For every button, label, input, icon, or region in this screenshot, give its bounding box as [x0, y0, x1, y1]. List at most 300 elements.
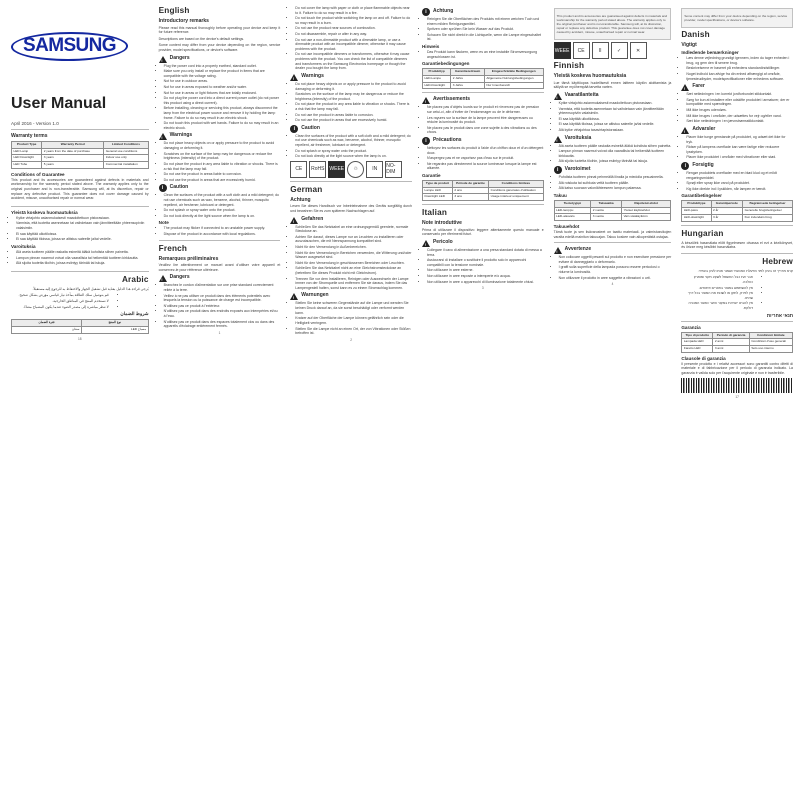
- list-item: • Lampun pinnan naarmut voivat olla vaarallisia tai heikentää tuotteen kirkkautta.: [559, 149, 672, 158]
- guarantee-heading: Conditions of Guarantee: [11, 171, 65, 177]
- cell: Lampe LED: [422, 187, 452, 194]
- table-row: [12, 326, 149, 333]
- warnings-label: Warnings: [301, 72, 324, 79]
- list-item: • Älä sijoita tuotetta tiloihin, joissa esiintyy tärinää tai iskuja.: [559, 159, 672, 164]
- italian-clausole-text: Il presente prodotto e i relativi accessori sono garantiti contro difetti di materiale e di fabbricazione per il periodo di garanzia indicato. La garanzia è valida solo per l'acquirente originale e non è trasferibile.: [681, 361, 793, 375]
- cell: 2 years from the date of purchase: [42, 148, 104, 155]
- hebrew-heading: Hebrew: [762, 256, 793, 266]
- list-item: • Branchez le cordon d'alimentation sur une prise standard correctement reliée à la terre.: [164, 283, 281, 292]
- list-item: • The product may flicker if connected to an unstable power supply.: [164, 226, 281, 231]
- list-item: • N'utilisez pas ce produit dans des espaces totalement clos ou dans des appareils d'éclairage entièrement fermés.: [164, 320, 281, 329]
- warranty-terms-heading: Warranty terms: [11, 133, 48, 139]
- date-version: April 2016 - Version 1.0: [11, 121, 59, 126]
- rohs-mark-icon: RoHS: [309, 161, 326, 178]
- danish-heading: Danish: [681, 30, 710, 40]
- list-item: • Må ikke bruges i områder, der udsættes for vejr og/eller vand.: [686, 114, 793, 119]
- th: فترة الضمان: [12, 320, 82, 327]
- list-item: • Clean the surfaces of the product with a soft cloth and a mild detergent; do not use chemicals such as wax, benzene, alcohol, thinner, mosquito repellent, air freshener, lubricant or detergent.: [295, 134, 412, 148]
- german-heading: German: [290, 184, 323, 194]
- th: Garantiezeitraum: [451, 69, 485, 76]
- german-warnings-label: Warnungen: [301, 292, 329, 299]
- finnish-caution-list: [554, 175, 672, 191]
- divider: [290, 181, 412, 182]
- italian-danger-label: Pericolo: [432, 238, 453, 245]
- french-warranty-table: [422, 180, 544, 201]
- warning-triangle-icon: [681, 84, 689, 91]
- list-item: • Schließen Sie das Netzkabel nicht an eine Gleichstromsteckdose an (betreiben Sie dieses Produkt nicht mit Gleichstrom).: [295, 266, 412, 275]
- caution-header-2: [290, 125, 412, 133]
- barcode: [681, 378, 793, 393]
- list-item: • Beskrivelserne er baseret på enhedens standardindstillinger.: [686, 66, 793, 71]
- list-item: • Do not place heavy objects on or apply pressure to the product to avoid damaging or deforming it.: [164, 141, 281, 150]
- warnings-header: [159, 132, 281, 140]
- ce-mark-icon: CE: [573, 42, 590, 59]
- hebrew-list: [681, 275, 793, 310]
- ce-mark-icon: CE: [290, 161, 307, 178]
- notice-band: [554, 8, 672, 40]
- column-5: [549, 6, 677, 798]
- list-item: • Not for use in outdoor areas.: [164, 79, 281, 84]
- pictogram-strip: [290, 161, 412, 178]
- th: Produkttyp: [422, 69, 450, 76]
- english-warnings-list-2: [290, 82, 412, 123]
- cell: 2 Jahre: [451, 75, 485, 82]
- danger-header: [159, 55, 281, 63]
- list-item: • Nicht für den Verwendung in geschlossenen Bereichen oder Leuchten.: [295, 261, 412, 266]
- french-intro-heading: Remarques préliminaires: [158, 255, 219, 262]
- cell: Lampada LED: [682, 339, 713, 346]
- finnish-warnings-heading: Varoituksia: [11, 243, 36, 249]
- hebrew-warranty-heading: תנאי אחריות: [766, 312, 793, 318]
- danish-caution-label: Forsigtig: [692, 161, 714, 168]
- cell: Kun indendørs brug: [743, 214, 793, 221]
- finnish-warnings-list: [11, 250, 149, 266]
- class-two-icon: II: [592, 42, 609, 59]
- info-icon: i: [159, 184, 167, 192]
- arabic-block: [11, 275, 149, 341]
- list-item: • Stellen Sie die Lampe nicht an einen Ort, der von Vibrationen oder Stößen betroffen ist.: [295, 327, 412, 336]
- list-item: • Kytke virtajohto asianmukaisesti maadoitettuun pistorasiaan.: [559, 101, 672, 106]
- warning-triangle-icon: [554, 136, 562, 143]
- table-row: [12, 162, 149, 169]
- cell: 3 Jahre: [451, 82, 485, 89]
- cell: Conditions générales d'utilisation: [489, 187, 544, 194]
- warranty-table: [11, 141, 149, 169]
- list-item: • Scratches on the surface of the lamp may be dangerous or reduce the brightness (intensity) of the product.: [295, 92, 412, 101]
- finnish-heading: Finnish: [553, 61, 585, 71]
- page-number: 1: [218, 330, 221, 335]
- list-item: • Læs denne vejledning grundigt igennem, inden du tager enheden i brug, og gem den til senere brug.: [686, 56, 793, 65]
- list-item: • Non utilizzare in aree o apparecchi di illuminazione totalmente chiusi.: [427, 280, 544, 285]
- list-item: • Non collocare oggetti pesanti sul prodotto e non esercitare pressione per evitare di danneggiarlo o deformarlo.: [559, 255, 672, 264]
- list-item: • Scratches on the surface of the lamp may be dangerous or reduce the brightness (intensity) of the product.: [164, 152, 281, 161]
- list-item: • N'aspergez pas et ne vaporisez pas d'eau sur le produit.: [427, 156, 544, 161]
- list-item: • Non utilizzare in aree esterne.: [427, 268, 544, 273]
- cell: General use conditions: [104, 148, 148, 155]
- th: Période de garantie: [452, 181, 488, 188]
- divider: [681, 253, 793, 254]
- cell: 2 ans: [452, 187, 488, 194]
- french-caution-list: [422, 146, 544, 171]
- italian-danger-header: [422, 239, 544, 247]
- arabic-heading: Arabic: [121, 274, 149, 284]
- finnish-warnings-list-2: [554, 144, 672, 164]
- th: نوع المنتج: [82, 320, 149, 327]
- list-item: • Sæt netledningen i en korrekt jordforbundet stikkontakt.: [686, 92, 793, 97]
- french-warnings-header: [422, 96, 544, 104]
- cell: 3 years: [42, 155, 104, 162]
- list-item: • Nettoyez les surfaces du produit à l'aide d'un chiffon doux et d'un détergent doux.: [427, 146, 544, 155]
- german-danger-label: Gefahren: [301, 215, 324, 222]
- list-item: • אין לפרק, לתקן או לשנות את המוצר בכל דרך שהיא.: [686, 291, 753, 300]
- list-item: • Schließen Sie das Netzkabel an eine ordnungsgemäß geerdete, normale Steckdose an.: [295, 225, 412, 234]
- table-row: [12, 148, 149, 155]
- warning-triangle-icon: [159, 56, 167, 63]
- german-intro-text: Lesen Sie dieses Handbuch vor Inbetriebnahme des Geräts sorgfältig durch und bewahren Sie es zum späteren Nachschlagen auf.: [290, 204, 412, 213]
- column-3: [285, 6, 417, 798]
- finnish-extra-text: Tämä tuote ja sen lisävarusteet on taattu materiaali- ja valmistusvikojen varalta edellä mainitun takuuajan. Takuu koskee vain alkuperäistä ostajaa.: [553, 230, 672, 239]
- english-danger-continued: [290, 6, 412, 71]
- english-danger-list: [159, 64, 281, 131]
- column-1: [6, 6, 154, 798]
- cell: 3 vuotta: [591, 214, 622, 221]
- french-danger-header: [159, 274, 281, 282]
- list-item: • Do not place heavy objects on or apply pressure to the product to avoid damaging or deforming it.: [295, 82, 412, 91]
- cell: LED-lamppu: [554, 207, 591, 214]
- table-row: [422, 194, 543, 201]
- finnish-intro-heading: Yleistä koskeva huomautuksia: [553, 73, 627, 80]
- divider: [681, 225, 793, 226]
- cell: Faretto LED: [682, 346, 713, 353]
- finnish-warranty-table: [554, 200, 672, 221]
- th: Type de produit: [422, 181, 452, 188]
- italian-danger-list: [422, 248, 544, 284]
- italian-heading: Italian: [421, 208, 448, 218]
- page-title: User Manual: [11, 95, 107, 112]
- danish-intro-sub: Indledende bemærkninger: [681, 50, 739, 56]
- english-intro-heading: Introductory remarks: [158, 18, 209, 24]
- th: Rajoitetut ehdot: [622, 200, 671, 207]
- list-item: • Ei saa käyttää tiloissa, joissa se altistuu sateelle ja/tai vedelle.: [16, 237, 149, 242]
- table-row: [682, 214, 793, 221]
- table-row: [554, 214, 671, 221]
- table-row: [422, 82, 543, 89]
- list-item: • Stellen Sie keine schweren Gegenstände auf die Lampe und wenden Sie keinen Druck darauf an, da sie sonst beschädigt oder verformt werden kann.: [295, 301, 412, 315]
- table-row: [422, 187, 543, 194]
- warning-triangle-icon: [290, 293, 298, 300]
- th: Tipo di prodotto: [682, 332, 713, 339]
- table-row: [12, 155, 149, 162]
- list-item: • Do not use incompatible dimmers or transformers, otherwise it may cause problems with the product. You can check the list of compatible dimmers and transformers on the Samsung Electronics homepage or though the dealer you bought the lamp from.: [295, 52, 412, 70]
- german-danger-list: [290, 225, 412, 291]
- list-item: • Collegare il cavo di alimentazione a una presa standard dotata di messa a terra.: [427, 248, 544, 257]
- regulatory-text: Some content may differ from your device depending on the region, service provider, model specifications, or device's software.: [684, 14, 788, 23]
- divider: [11, 129, 149, 130]
- table-row: [682, 208, 793, 215]
- cell: LED Downlight: [12, 155, 42, 162]
- german-warnings-header: [290, 292, 412, 300]
- divider: [11, 206, 149, 207]
- cover-block: [11, 6, 149, 126]
- finnish-danger-header: [554, 92, 672, 100]
- th-warranty-period: Warranty Period: [42, 142, 104, 149]
- list-item: • Ne placez pas d'objets lourds sur le produit et n'exercez pas de pression sur celui-ci, afin d'éviter de l'endommager ou de le déformer.: [427, 105, 544, 114]
- list-item: • Älä katso suoraan valonlähteeseen lampun palaessa.: [559, 186, 672, 191]
- list-item: • Do not use a non-dimmable product with a dimmable lamp, or use a dimmable product with an incompatible dimmer, otherwise it may cause problems with the product.: [295, 38, 412, 52]
- list-item: • Älä aseta tuotteen päälle raskaita esineitä äläkä kohdista siihen painetta.: [559, 144, 672, 149]
- info-icon: i: [554, 166, 562, 174]
- list-item: • Before installing, cleaning or servicing this product, always disconnect the lamp from the electrical power source and remove it by holding the lamp frame. Failure to do so may result in an electric shock.: [164, 106, 281, 120]
- cell: LED-downlight: [682, 214, 711, 221]
- th-product-type: Product Type: [12, 142, 42, 149]
- warning-triangle-icon: [422, 97, 430, 104]
- danish-caution-header: [681, 162, 793, 170]
- arabic-warranty-table: [11, 319, 149, 333]
- arabic-list: [11, 293, 149, 309]
- list-item: • Kratzer auf der Oberfläche der Lampe können gefährlich sein oder die Helligkeit verringern.: [295, 316, 412, 325]
- guarantee-text: This product and its accessories are guaranteed against defects in materials and workmanship for the warranty period stated above. The warranty applies only to the original purchaser and is non-transferable. Samsung will, at its discretion, repair or replace any defective product. This guarantee does not cover damage caused by accident, misuse, unauthorised repair or normal wear.: [11, 177, 149, 201]
- danish-intro-list: [681, 56, 793, 81]
- french-danger-label: Dangers: [169, 274, 190, 281]
- cell: 5 years: [42, 162, 104, 169]
- cell: LED Tube: [12, 162, 42, 169]
- list-item: • Varmista, että tuotetta asennetaan tai vaihdetaan vain jännitteeltään yhteensopiviin valaisimiin.: [559, 107, 672, 116]
- danish-danger-list: [681, 92, 793, 124]
- english-intro-0: Please read this manual thoroughly before operating your device and keep it for future reference.: [158, 25, 281, 35]
- finnish-caution-header: [554, 166, 672, 174]
- warnings-header-2: [290, 73, 412, 81]
- divider: [554, 242, 672, 243]
- list-item: • Do not use the product in areas that are excessively humid.: [295, 118, 412, 123]
- finnish-caution-label: Varotoimet: [564, 166, 591, 173]
- cell: 2 anni: [713, 339, 750, 346]
- notice-text: This product and its accessories are guaranteed against defects in materials and workmanship for the warranty period stated above. The warranty applies only to the original purchaser and is non-transferable. Samsung will, at its discretion, repair or replace any defective product. This guarantee does not cover damage caused by accident, misuse, unauthorised repair or normal wear.: [556, 14, 668, 35]
- hungarian-heading: Hungarian: [681, 228, 724, 238]
- italian-intro-heading: Note introduttive: [421, 220, 462, 227]
- danish-warnings-label: Advarsler: [692, 125, 716, 132]
- german-caution-label: Achtung: [432, 8, 454, 14]
- list-item: • Älä kytke virtajohtoa tasavirtapistorasiaan.: [559, 128, 672, 133]
- italian-clausole-heading: Clausole di garanzia: [681, 355, 726, 361]
- cell: LED Lamp: [12, 148, 42, 155]
- indoor-use-icon: IN: [366, 161, 383, 178]
- finnish-warnings-header: [554, 135, 672, 143]
- list-item: • Rengør produktets overflader med en blød klud og et mildt rengøringsmiddel.: [686, 171, 793, 180]
- german-note-heading: Hinweis: [421, 44, 440, 50]
- finnish-danger-label: Vaaratilanteita: [564, 91, 599, 98]
- cell: 2 vuotta: [591, 207, 622, 214]
- table-row: [682, 346, 793, 353]
- hebrew-block: [681, 257, 793, 318]
- no-dimmer-icon: NO-DIM: [385, 161, 402, 178]
- list-item: • Spritzen oder sprühen Sie kein Wasser auf das Produkt.: [427, 27, 544, 32]
- english-note-heading: Note: [158, 220, 169, 226]
- cell: Commercial installation: [104, 162, 148, 169]
- english-heading: English: [158, 6, 190, 15]
- danish-caution-list: [681, 171, 793, 191]
- list-item: • Achten Sie darauf, dieses Lampe nur an Leuchten zu installieren oder auszutauschen, die mit Nennspannung kompatibel sind.: [295, 235, 412, 244]
- cell: 3 ans: [452, 194, 488, 201]
- list-item: • Non utilizzare il prodotto in aree soggette a vibrazioni o urti.: [559, 276, 672, 281]
- divider: [11, 271, 149, 272]
- caution-header: [159, 184, 281, 192]
- list-item: • Do not place the product in any area liable to vibration or shocks. There is a risk that the lamp may fall.: [164, 162, 281, 171]
- cell: Allgemeine Nutzungsbedingungen: [484, 75, 543, 82]
- list-item: • Do not look directly at the light source when the lamp is on.: [164, 214, 281, 219]
- list-item: • Das Produkt kann flackern, wenn es an eine instabile Stromversorgung angeschlossen ist.: [427, 50, 544, 59]
- cell: Solo uso interno: [749, 346, 792, 353]
- french-caution-header: [422, 137, 544, 145]
- th: Eingeschränkte Bedingungen: [484, 69, 543, 76]
- divider: [159, 240, 281, 241]
- german-caution-list: [422, 17, 544, 42]
- danish-warranty-table: [681, 200, 793, 221]
- danish-warnings-list: [681, 135, 793, 160]
- cell: سنتان: [12, 326, 82, 333]
- danger-label: Dangers: [169, 54, 190, 61]
- list-item: • Reinigen Sie die Oberflächen des Produkts mit einem weichen Tuch und einem milden Reinigungsmittel.: [427, 17, 544, 26]
- list-item: • Do not disassemble, repair or alter in any way.: [295, 32, 412, 37]
- hungarian-intro-text: A készülék használata előtt figyelmesen olvassa el ezt a kézikönyvet, és őrizze meg későbbi használatra.: [681, 240, 793, 250]
- regulatory-band: [681, 8, 793, 28]
- page-number: 18: [78, 336, 82, 341]
- cell: LED-Lampe: [422, 75, 450, 82]
- english-caution-list: [159, 193, 281, 218]
- list-item: • Älä sijoita tuotetta tiloihin, joissa esiintyy tärinää tai iskuja.: [16, 261, 149, 266]
- danish-warnings-header: [681, 126, 793, 134]
- column-6: [676, 6, 798, 798]
- cell: LED-Downlight: [422, 82, 450, 89]
- list-item: • Do not touch this product with wet hands. Failure to do so may result in an electric shock.: [164, 121, 281, 130]
- list-item: • Do not cover the lamp with paper or cloth or place flammable objects near to it. Failure to do so may result in a fire.: [295, 6, 412, 15]
- warnings-label: Warnings: [169, 132, 193, 139]
- list-item: • Trennen Sie vor dem Installieren, Reinigen oder Auswechseln der Lampe immer von der Stromquelle und entfernen Sie sie daraus, indem Sie das Lampengestell halten, sonst kann es zu einem Stromschlag kommen.: [295, 277, 412, 291]
- cell: Condizioni d'uso generali: [749, 339, 792, 346]
- recycle-icon: ♲: [347, 161, 364, 178]
- table-row: [554, 207, 671, 214]
- list-item: • Schauen Sie nicht direkt in die Lichtquelle, wenn die Lampe eingeschaltet ist.: [427, 33, 544, 42]
- italian-warnings-list: [554, 255, 672, 280]
- list-item: • Clean the surfaces of the product with a soft cloth and a mild detergent; do not use chemicals such as wax, benzene, alcohol, thinner, mosquito repellent, air freshener, lubricant or detergent.: [164, 193, 281, 207]
- brand-name: SAMSUNG: [23, 35, 116, 56]
- danish-danger-header: [681, 83, 793, 91]
- arabic-warranty-heading: شروط الضمان: [120, 311, 149, 317]
- list-item: • Do not place the product in any area liable to vibration or shocks. There is a risk that the lamp may fall.: [295, 102, 412, 111]
- german-intro-heading: Achtung: [290, 196, 311, 203]
- list-item: • Noget indhold kan afvige fra din enhed afhængigt af område, tjenesteudbyder, modelspecifikationer eller enhedens software.: [686, 72, 793, 81]
- list-item: • Nicht für den Verwendung in Bereichen verwenden, die Witterung und/oder Wasser ausgesetzt sind.: [295, 251, 412, 260]
- cell: مصباح LED: [82, 326, 149, 333]
- finnish-subheading: Yleistä koskeva huomautuksia: [11, 209, 78, 215]
- warning-triangle-icon: [159, 275, 167, 282]
- caution-label: Caution: [301, 124, 320, 131]
- french-intro-text: Veuillez lire attentivement ce manuel avant d'utiliser votre appareil et conservez-le pour référence ultérieure.: [158, 263, 281, 272]
- info-icon: i: [422, 137, 430, 145]
- list-item: • Placer ikke tunge genstande på produktet, og udsæt det ikke for tryk.: [686, 135, 793, 144]
- french-danger-list: [159, 283, 281, 328]
- cell: LED-alasvalo: [554, 214, 591, 221]
- list-item: • Ei saa käyttää ulkotiloissa.: [559, 117, 672, 122]
- th: Produkttype: [682, 201, 711, 208]
- warning-triangle-icon: [290, 74, 298, 81]
- french-warranty-heading: Garantie: [421, 173, 441, 179]
- th: Conditions limitées: [489, 181, 544, 188]
- pictogram-strip-2: [554, 42, 672, 59]
- page-number: 17: [735, 394, 739, 399]
- finnish-intro-text: Lue tämä käyttöopas huolellisesti ennen laitteen käytön aloittamista ja säilytä se myöhempää tarvetta varten.: [553, 80, 672, 90]
- list-item: • لا تنظر مباشرة إلى مصدر الضوء عندما يكون المصباح مضاءً.: [16, 305, 109, 310]
- german-danger-header: [290, 216, 412, 224]
- list-item: • Not for use in areas or light fixtures that are totally enclosed.: [164, 91, 281, 96]
- list-item: • Må ikke bruges udendørs.: [686, 108, 793, 113]
- weee-bin-icon: WEEE: [328, 161, 345, 178]
- list-item: • Ei saa käyttää tiloissa, joissa se altistuu sateelle ja/tai vedelle.: [559, 122, 672, 127]
- english-intro-2: Some content may differ from your device depending on the region, service provider, model specifications, or device's software.: [158, 43, 281, 52]
- german-warranty-heading: Garantiebedingungen: [421, 61, 470, 67]
- cell: Generelle brugsbetingelser: [743, 208, 793, 215]
- french-caution-label: Précautions: [432, 137, 462, 144]
- warning-triangle-icon: [554, 247, 562, 254]
- cell: Vain sisäkäyttöön: [622, 214, 671, 221]
- column-4: [417, 6, 549, 798]
- italian-warnings-header: [554, 246, 672, 254]
- list-item: • N'utilisez pas ce produit dans des endroits exposés aux intempéries et/ou à l'eau.: [164, 309, 281, 318]
- list-item: • Placer ikke produktet i områder med vibrationer eller stød.: [686, 155, 793, 160]
- th: Tuotetyyppi: [554, 200, 591, 207]
- list-item: • Lampun pinnan naarmut voivat olla vaarallisia tai heikentää tuotteen kirkkautta.: [16, 256, 149, 261]
- divider: [422, 92, 544, 93]
- finnish-danger-list: [554, 101, 672, 133]
- list-item: • Non utilizzare in aree esposte a intemperie e/o acqua.: [427, 274, 544, 279]
- list-item: • Sæt ikke netledningen i en jævnstrømsstikkontakt.: [686, 119, 793, 124]
- table-row: [682, 339, 793, 346]
- list-item: • Kytke virtajohto asianmukaisesti maadoitettuun pistorasiaan.: [16, 216, 149, 221]
- warning-triangle-icon: [290, 217, 298, 224]
- th-conditions: Limited Conditions: [104, 142, 148, 149]
- list-item: • Ne regardez pas directement la source lumineuse lorsque la lampe est allumée.: [427, 162, 544, 171]
- italian-warranty-table: [681, 332, 793, 353]
- list-item: • Älä aseta tuotteen päälle raskaita esineitä äläkä kohdista siihen painetta.: [16, 250, 149, 255]
- list-item: • Do not plug the power cord into a direct current power outlet (do not power this product using a direct current).: [164, 96, 281, 105]
- th: Condizioni limitate: [749, 332, 792, 339]
- list-item: • N'utilisez pas ce produit à l'extérieur.: [164, 304, 281, 309]
- page-number: 3: [481, 286, 484, 291]
- list-item: • Do not use the product in areas liable to corrosion.: [164, 172, 281, 177]
- arabic-intro: يُرجى قراءة هذا الدليل بعناية قبل تشغيل الجهاز والاحتفاظ به للرجوع إليه مستقبلاً.: [32, 286, 149, 291]
- finnish-list: [11, 216, 149, 242]
- german-notes-list: [422, 50, 544, 59]
- samsung-logo: [11, 32, 149, 61]
- list-item: • אין להשתמש במוצר באזורים פתוחים.: [686, 286, 753, 291]
- warning-triangle-icon: [422, 240, 430, 247]
- list-item: • Do not use the product in areas liable to corrosion.: [295, 113, 412, 118]
- cell: Indoor use only: [104, 155, 148, 162]
- italian-warranty-heading: Garanzia: [681, 324, 701, 330]
- page-number: 2: [350, 337, 353, 342]
- list-item: • Do not use the product near sources of combustion.: [295, 26, 412, 31]
- list-item: • Kig ikke direkte ind i lyskilden, når lampen er tændt.: [686, 187, 793, 192]
- list-item: • Puhdista tuotteen pinnat pehmeällä liinalla ja miedolla pesuaineella.: [559, 175, 672, 180]
- list-item: • חבר את כבל החשמל לשקע תקני ומוארק כהלכה.: [686, 275, 753, 284]
- list-item: • Do not look directly at the light source when the lamp is on.: [295, 154, 412, 159]
- danish-warranty-heading: Garantibetingelser: [681, 193, 722, 199]
- french-warnings-label: Avertissements: [432, 96, 471, 103]
- german-warranty-table: [422, 68, 544, 89]
- list-item: • Make sure you only install or replace the product in items that are compatible with the voltage rating.: [164, 69, 281, 78]
- prohibited-icon: ✕: [630, 42, 647, 59]
- list-item: • Not for use in areas exposed to weather and/or water.: [164, 85, 281, 90]
- info-icon: i: [290, 125, 298, 133]
